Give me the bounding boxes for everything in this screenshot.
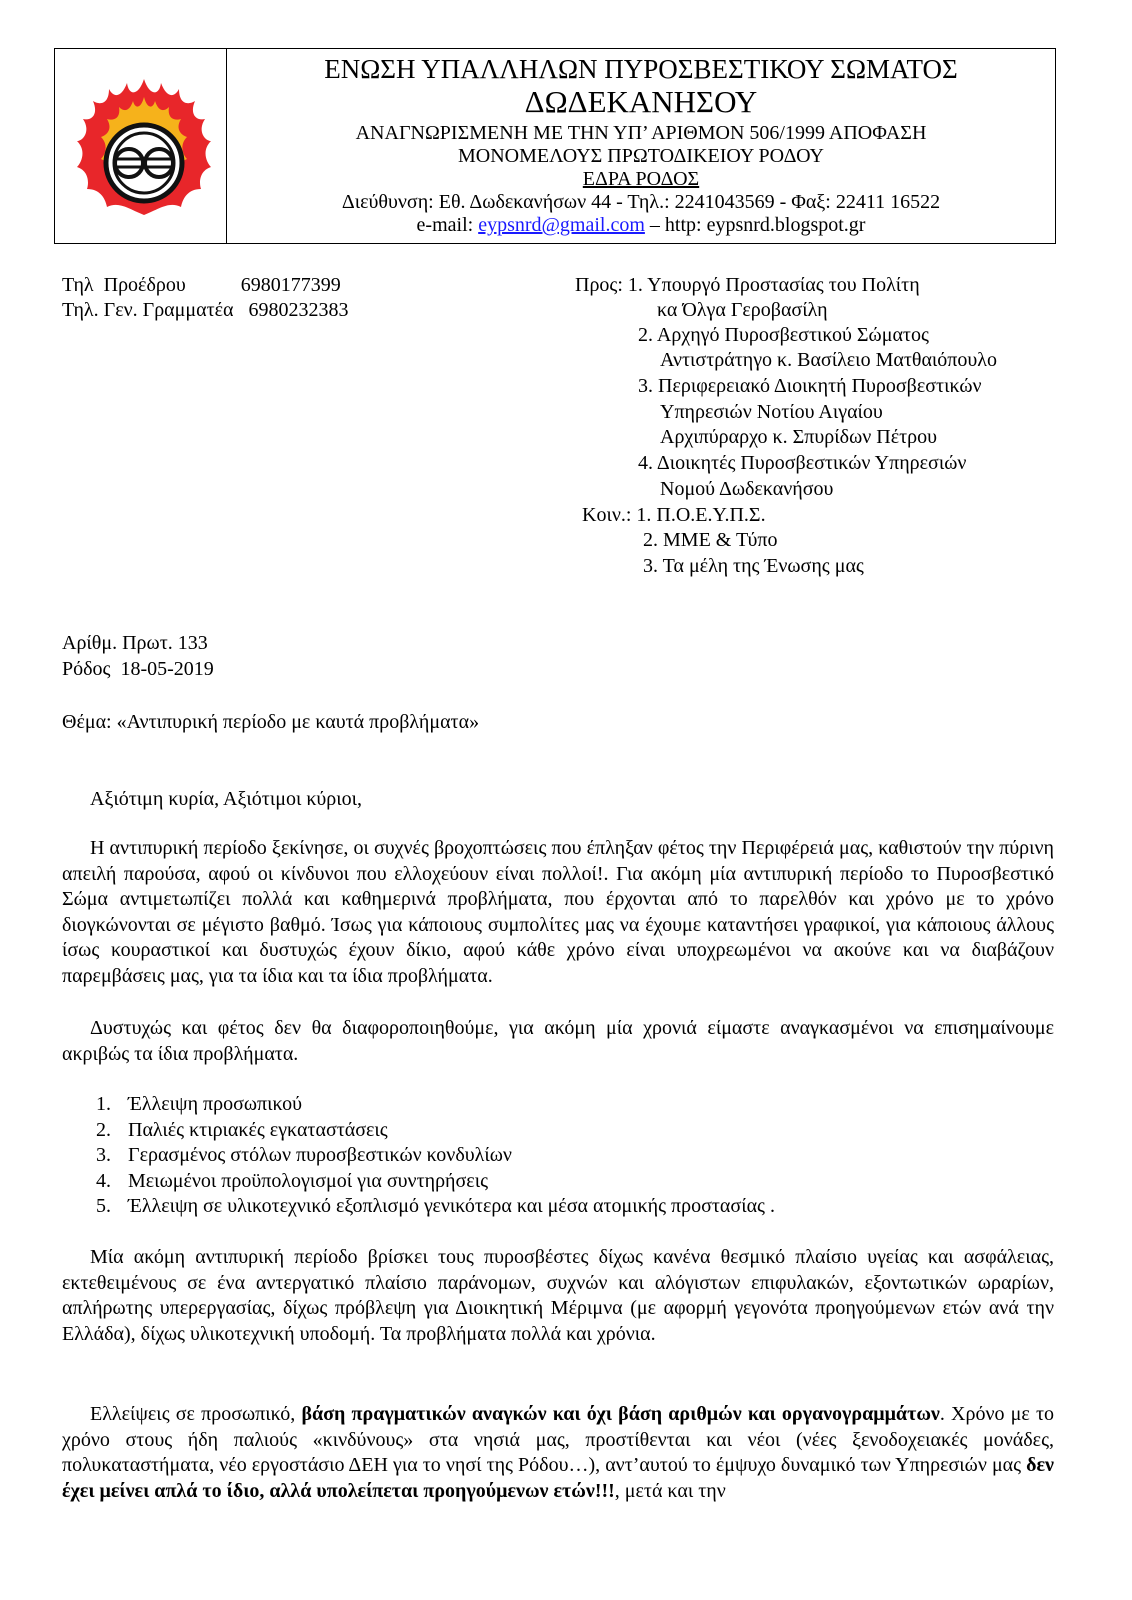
emphasis-text: δεν έχει μείνει απλά το ίδιο, αλλά υπολείπεται προηγούμενων ετών!!! [62, 1454, 1054, 1502]
org-address: Διεύθυνση: Εθ. Δωδεκανήσων 44 - Τηλ.: 2241043569 - Φαξ: 22411 16522 [341, 191, 941, 213]
list-item: 1. Έλλειψη προσωπικού [96, 1093, 303, 1115]
letter-date: Ρόδος 18-05-2019 [62, 658, 214, 680]
subject-line: Θέμα: «Αντιπυρική περίοδο με καυτά προβλήματα» [62, 711, 480, 733]
letterhead [54, 48, 1056, 244]
paragraph-1 [62, 836, 1054, 989]
org-name: ΕΝΩΣΗ ΥΠΑΛΛΗΛΩΝ ΠΥΡΟΣΒΕΣΤΙΚΟΥ ΣΩΜΑΤΟΣ [324, 54, 958, 84]
paragraph-1-text: Η αντιπυρική περίοδο ξεκίνησε, οι συχνές βροχοπτώσεις που έπληξαν φέτος την Περιφέρειά μας, καθιστούν την πύρινη απειλή παρούσα, αφού οι κίνδυνοι που ελλοχεύουν είναι πολλοί!. Για ακόμη μία αντιπυρική περίοδο το Πυροσβεστικό Σώμα αντιμετωπίζει πολλά και καθημερινά προβλήματα, που έρχονται από το παρελθόν και χρόνο με το χρόνο διογκώνονται σε μέγιστο βαθμό. Ίσως για κάποιους συμπολίτες μας να έχουμε καταντήσει γραφικοί, για κάποιους άλλους ίσως κουραστικοί και δυστυχώς έχουν δίκιο, αφού κάθε χρόνο είναι υποχρεωμένοι να ακούνε και να διαβάζουν παρεμβάσεις μας, για τα ίδια και τα ίδια προβλήματα. [62, 837, 1054, 987]
letterhead-text [227, 49, 1055, 243]
cc-label: Κοιν.: 1. Π.Ο.Ε.Υ.Π.Σ. [582, 504, 766, 526]
paragraph-3-text: Μία ακόμη αντιπυρική περίοδο βρίσκει τους πυροσβέστες δίχως κανένα θεσμικό πλαίσιο υγείας και ασφάλειας, εκτεθειμένους σε ένα αντεργατικό πλαίσιο παράνομων, συχνών και αλόγιστων επιφυλακών, εξοντωτικών ωραρίων, απλήρωτης υπερεργασίας, δίχως πρόβλεψη για Διοικητική Μέριμνα (με αφορμή γεγονότα προηγούμενων ετών ανά την Ελλάδα), δίχως υλικοτεχνική υποδομή. Τα προβλήματα πολλά και χρόνια. [62, 1246, 1054, 1345]
paragraph-3 [62, 1245, 1054, 1347]
recipient-line: Αντιστράτηγο κ. Βασίλειο Ματθαιόπουλο [660, 349, 998, 371]
paragraph-4-text: Ελλείψεις σε προσωπικό, βάση πραγματικών αναγκών και όχι βάση αριθμών και οργανογραμμάτων. Χρόνο με το χρόνο στους ήδη παλιούς «κινδύνους» στα νησιά μας, προστίθενται και νέοι (νέες ξενοδοχειακές μονάδες, πολυκαταστήματα, νέο εργοστάσιο ΔΕΗ για το νησί της Ρόδου…), αντ’αυτού το έμψυχο δυναμικό των Υπηρεσιών μας δεν έχει μείνει απλά το ίδιο, αλλά υπολείπεται προηγούμενων ετών!!!, μετά και την [62, 1403, 1054, 1502]
list-item: 3. Γερασμένος στόλων πυροσβεστικών κονδυλίων [96, 1144, 512, 1166]
recipient-line: Νομού Δωδεκανήσου [660, 478, 834, 500]
list-item: 5. Έλλειψη σε υλικοτεχνικό εξοπλισμό γενικότερα και μέσα ατομικής προστασίας . [96, 1195, 775, 1217]
problems-list [96, 1092, 775, 1220]
paragraph-2 [62, 1016, 1054, 1067]
website-text: – http: eypsnrd.blogspot.gr [644, 214, 866, 236]
greeting: Αξιότιμη κυρία, Αξιότιμοι κύριοι, [90, 788, 363, 810]
recipient-line: Αρχιπύραρχο κ. Σπυρίδων Πέτρου [660, 426, 938, 448]
logo-cell [55, 49, 227, 243]
recipient-line: κα Όλγα Γεροβασίλη [657, 299, 828, 321]
recipient-line: 2. Αρχηγό Πυροσβεστικού Σώματος [638, 324, 929, 346]
protocol-number: Αρίθμ. Πρωτ. 133 [62, 632, 208, 654]
recipient-to-1: Προς: 1. Υπουργό Προστασίας του Πολίτη [575, 274, 920, 296]
paragraph-2-text: Δυστυχώς και φέτος δεν θα διαφοροποιηθούμε, για ακόμη μία χρονιά είμαστε αναγκασμένοι να επισημαίνουμε ακριβώς τα ίδια προβλήματα. [62, 1017, 1054, 1065]
org-seat: ΕΔΡΑ ΡΟΔΟΣ [582, 168, 700, 190]
list-item: 4. Μειωμένοι προϋπολογισμοί για συντηρήσεις [96, 1169, 488, 1192]
recognition-line-1: ΑΝΑΓΝΩΡΙΣΜΕΝΗ ΜΕ ΤΗΝ ΥΠ’ ΑΡΙΘΜΟΝ 506/1999 ΑΠΟΦΑΣΗ [355, 122, 927, 144]
email-link[interactable]: eypsnrd@gmail.com [478, 214, 645, 236]
email-label: e-mail: [416, 214, 479, 236]
recognition-line-2: ΜΟΝΟΜΕΛΟΥΣ ΠΡΩΤΟΔΙΚΕΙΟΥ ΡΟΔΟΥ [457, 145, 824, 167]
recipient-line: 4. Διοικητές Πυροσβεστικών Υπηρεσιών [638, 452, 967, 474]
emphasis-text: βάση πραγματικών αναγκών και όχι βάση αριθμών και οργανογραμμάτων [301, 1403, 940, 1425]
paragraph-4 [62, 1402, 1054, 1504]
cc-line: 3. Τα μέλη της Ένωσης μας [643, 555, 864, 577]
secretary-phone: Τηλ. Γεν. Γραμματέα 6980232383 [62, 299, 349, 321]
org-contact-line [227, 213, 1055, 237]
recipient-line: 3. Περιφερειακό Διοικητή Πυροσβεστικών [638, 375, 982, 397]
cc-line: 2. ΜΜΕ & Τύπο [643, 529, 778, 551]
president-phone: Τηλ Προέδρου 6980177399 [62, 274, 341, 296]
org-region: ΔΩΔΕΚΑΝΗΣΟΥ [524, 84, 758, 119]
fire-service-emblem-icon [69, 75, 219, 225]
recipient-line: Υπηρεσιών Νοτίου Αιγαίου [660, 401, 883, 423]
list-item: 2. Παλιές κτιριακές εγκαταστάσεις [96, 1118, 388, 1141]
